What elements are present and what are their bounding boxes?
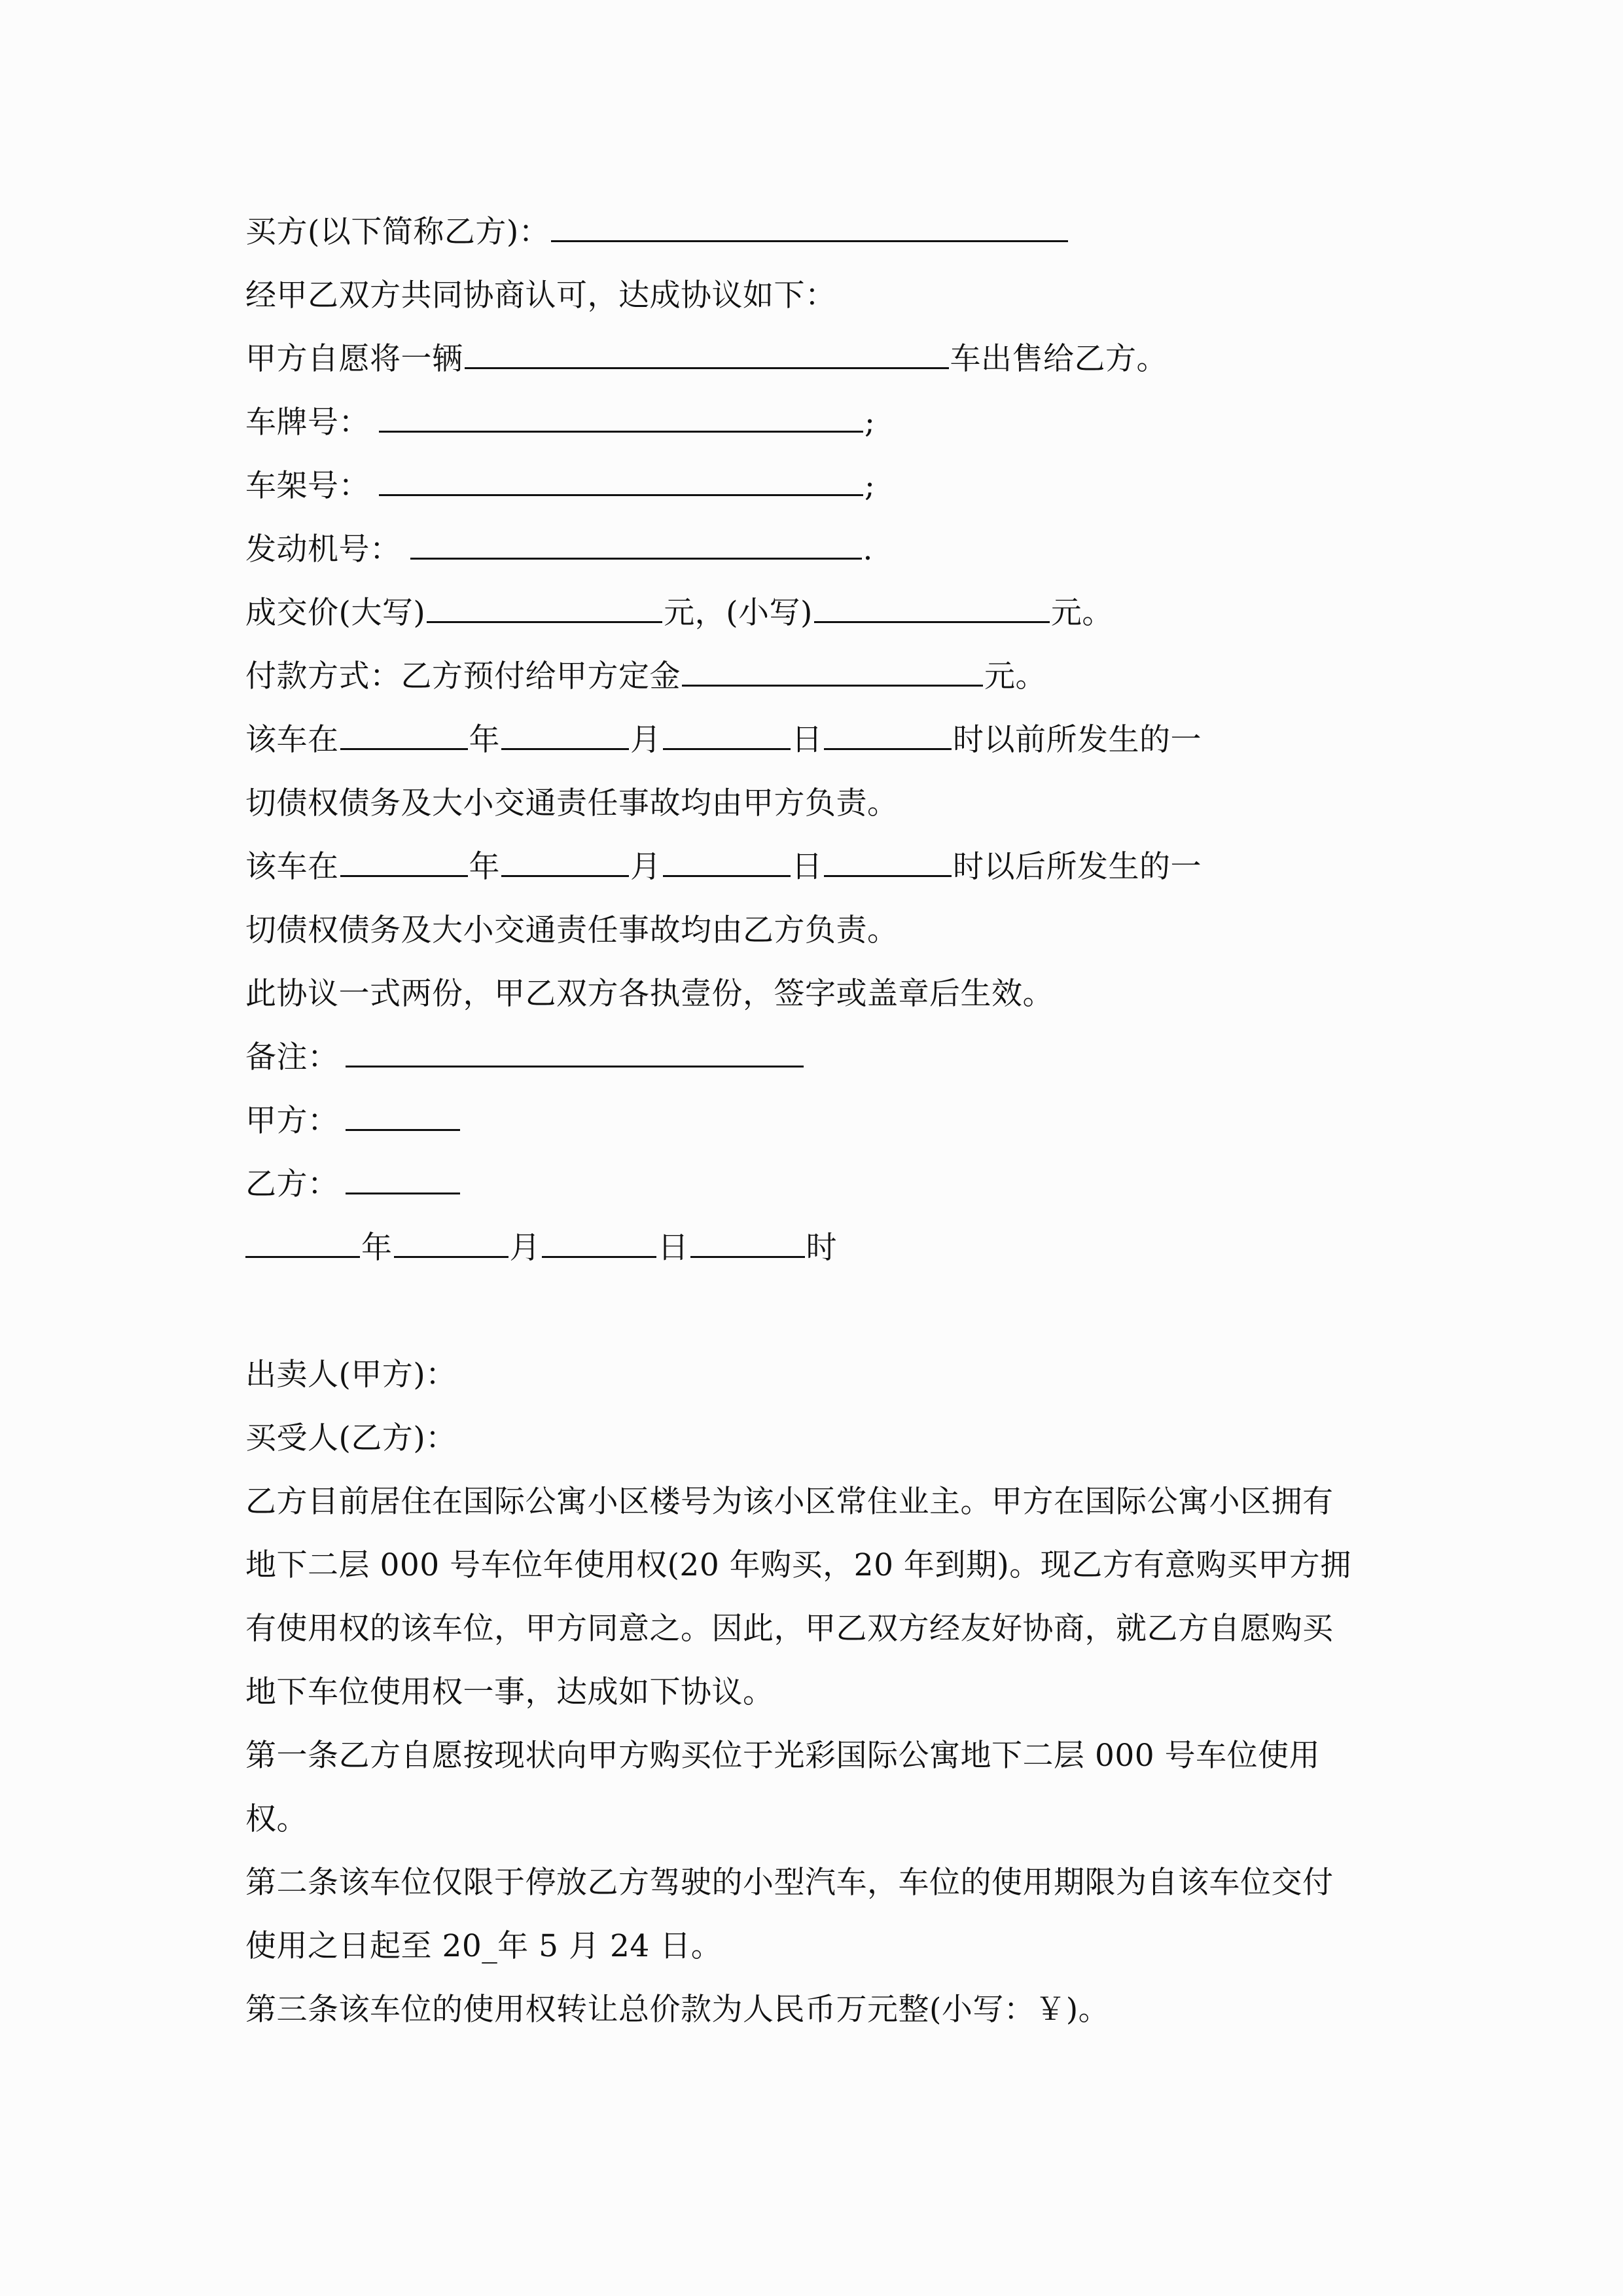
party-a-signature-blank[interactable] <box>346 1099 460 1131</box>
before-month-blank[interactable] <box>501 718 629 750</box>
frame-blank[interactable] <box>379 464 863 496</box>
after-year-blank[interactable] <box>340 845 468 877</box>
engine-line <box>245 527 873 573</box>
party-a-line <box>245 1098 461 1144</box>
buyer-label: 买方(以下简称乙方)： <box>245 214 550 250</box>
article-2-line-2: 使用之日起至 20_年 5 月 24 日。 <box>245 1928 722 1964</box>
engine-label: 发动机号： <box>245 531 401 567</box>
article-1-line-2: 权。 <box>245 1801 308 1837</box>
price-lower-blank[interactable] <box>814 591 1050 623</box>
frame-label: 车架号： <box>245 468 370 504</box>
preamble-line-3: 有使用权的该车位，甲方同意之。因此，甲乙双方经友好协商，就乙方自愿购买 <box>245 1611 1334 1647</box>
sign-hour-blank[interactable] <box>690 1226 805 1258</box>
before-year-blank[interactable] <box>340 718 468 750</box>
after-month-blank[interactable] <box>501 845 629 877</box>
seller-label: 出卖人(甲方)： <box>245 1357 457 1393</box>
price-upper-unit: 元， <box>664 595 726 631</box>
after-year-unit: 年 <box>469 849 500 885</box>
preamble-line-4: 地下车位使用权一事，达成如下协议。 <box>245 1674 774 1710</box>
vehicle-model-blank[interactable] <box>465 337 949 369</box>
price-line <box>245 590 1113 636</box>
before-suffix: 时以前所发生的一 <box>953 722 1202 758</box>
engine-end: . <box>863 531 873 567</box>
engine-blank[interactable] <box>410 528 862 560</box>
price-upper-label: 成交价(大写) <box>245 595 426 631</box>
payment-unit: 元。 <box>984 658 1046 694</box>
party-a-label: 甲方： <box>245 1103 339 1139</box>
preamble-line-2: 地下二层 000 号车位年使用权(20 年购买，20 年到期)。现乙方有意购买甲方拥 <box>245 1547 1351 1583</box>
sign-day-blank[interactable] <box>542 1226 656 1258</box>
before-day-blank[interactable] <box>663 718 791 750</box>
payment-line <box>245 654 1046 700</box>
plate-label: 车牌号： <box>245 404 370 440</box>
frame-end: ; <box>865 468 876 504</box>
buyer-line <box>245 209 1069 255</box>
preamble-line-1: 乙方目前居住在国际公寓小区楼号为该小区常住业主。甲方在国际公寓小区拥有 <box>245 1484 1334 1520</box>
sign-month-unit: 月 <box>509 1230 541 1266</box>
before-month-unit: 月 <box>630 722 662 758</box>
sale-prefix: 甲方自愿将一辆 <box>245 341 463 377</box>
article-3-line-1: 第三条该车位的使用权转让总价款为人民币万元整(小写：￥)。 <box>245 1992 1110 2028</box>
before-clause-continuation: 切债权债务及大小交通责任事故均由甲方负责。 <box>245 785 899 821</box>
sign-hour-unit: 时 <box>806 1230 837 1266</box>
sale-suffix: 车出售给乙方。 <box>950 341 1168 377</box>
sign-year-unit: 年 <box>361 1230 393 1266</box>
after-suffix: 时以后所发生的一 <box>953 849 1202 885</box>
price-upper-blank[interactable] <box>427 591 662 623</box>
party-b-signature-blank[interactable] <box>346 1162 460 1194</box>
article-2-line-1: 第二条该车位仅限于停放乙方驾驶的小型汽车，车位的使用期限为自该车位交付 <box>245 1865 1334 1901</box>
article-1-line-1: 第一条乙方自愿按现状向甲方购买位于光彩国际公寓地下二层 000 号车位使用 <box>245 1738 1321 1774</box>
plate-blank[interactable] <box>379 401 863 433</box>
price-lower-unit: 元。 <box>1050 595 1113 631</box>
sign-month-blank[interactable] <box>394 1226 508 1258</box>
before-hour-blank[interactable] <box>824 718 952 750</box>
party-b-line <box>245 1162 461 1208</box>
buyer-party-label: 买受人(乙方)： <box>245 1420 457 1456</box>
signing-date-line <box>245 1225 837 1271</box>
before-year-unit: 年 <box>469 722 500 758</box>
frame-line <box>245 463 875 509</box>
before-day-unit: 日 <box>791 722 823 758</box>
after-hour-blank[interactable] <box>824 845 952 877</box>
sign-year-blank[interactable] <box>245 1226 360 1258</box>
agreement-intro: 经甲乙双方共同协商认可，达成协议如下： <box>245 278 836 314</box>
plate-line <box>245 400 875 446</box>
plate-end: ; <box>865 404 876 440</box>
after-month-unit: 月 <box>630 849 662 885</box>
copies-clause: 此协议一式两份，甲乙双方各执壹份，签字或盖章后生效。 <box>245 976 1054 1012</box>
buyer-blank[interactable] <box>551 210 1068 242</box>
remarks-line <box>245 1035 805 1081</box>
before-clause-line <box>245 717 1202 763</box>
after-prefix: 该车在 <box>245 849 339 885</box>
party-b-label: 乙方： <box>245 1166 339 1202</box>
after-clause-line <box>245 844 1202 890</box>
price-lower-label: (小写) <box>726 595 813 631</box>
remarks-label: 备注： <box>245 1039 339 1075</box>
after-day-blank[interactable] <box>663 845 791 877</box>
payment-label: 付款方式：乙方预付给甲方定金 <box>245 658 681 694</box>
remarks-blank[interactable] <box>346 1035 804 1067</box>
deposit-blank[interactable] <box>682 655 983 687</box>
after-day-unit: 日 <box>791 849 823 885</box>
sale-line <box>245 336 1168 382</box>
sign-day-unit: 日 <box>658 1230 689 1266</box>
before-prefix: 该车在 <box>245 722 339 758</box>
after-clause-continuation: 切债权债务及大小交通责任事故均由乙方负责。 <box>245 912 899 948</box>
